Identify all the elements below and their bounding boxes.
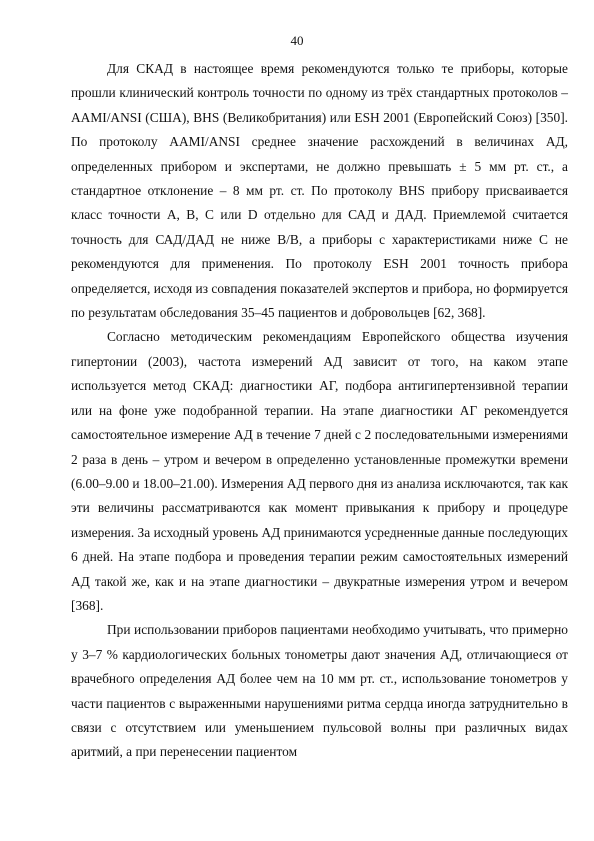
document-body <box>71 57 568 765</box>
paragraph-device-validation-protocols: Для СКАД в настоящее время рекомендуются только те приборы, которые прошли клинический контроль точности по одному из трёх стандартных протоколов – AAMI/ANSI (США), BHS (Великобритания) или ESH 2001 (Европейский Союз) [350]. По протоколу AAMI/ANSI среднее значение расхождений в величинах АД, определенных прибором и экспертами, не должно превышать ± 5 мм рт. ст., а стандартное отклонение – 8 мм рт. ст. По протоколу BHS прибору присваивается класс точности А, В, С или D отдельно для САД и ДАД. Приемлемой считается точность для САД/ДАД не ниже В/В, а приборы с характеристиками ниже С не рекомендуются для применения. По протоколу ESH 2001 точность прибора определяется, исходя из совпадения показателей экспертов и прибора, но формируется по результатам обследования 35–45 пациентов и добровольцев [62, 368]. <box>71 61 568 321</box>
page-number: 40 <box>290 33 304 48</box>
paragraph-measurement-frequency: Согласно методическим рекомендациям Европейского общества изучения гипертонии (2003), частота измерений АД зависит от того, на каком этапе используется метод СКАД: диагностики АГ, подбора антигипертензивной терапии или на фоне уже подобранной терапии. На этапе диагностики АГ рекомендуется самостоятельное измерение АД в течение 7 дней с 2 последовательными измерениями 2 раза в день – утром и вечером в определенно установленные промежутки времени (6.00–9.00 и 18.00–21.00). Измерения АД первого дня из анализа исключаются, так как эти величины рассматриваются как момент привыкания к прибору и процедуре измерения. За исходный уровень АД принимаются усредненные данные последующих 6 дней. На этапе подбора и проведения терапии режим самостоятельных измерений АД такой же, как и на этапе диагностики – двукратные измерения утром и вечером [368]. <box>71 329 568 613</box>
paragraph-device-usage-considerations: При использовании приборов пациентами необходимо учитывать, что примерно у 3–7 % кардиологических больных тонометры дают значения АД, отличающиеся от врачебного определения АД более чем на 10 мм рт. ст., использование тонометров у части пациентов с выраженными нарушениями ритма сердца иногда затруднительно в связи с отсутствием или уменьшением пульсовой волны при различных видах аритмий, а при перенесении пациентом <box>71 622 568 760</box>
